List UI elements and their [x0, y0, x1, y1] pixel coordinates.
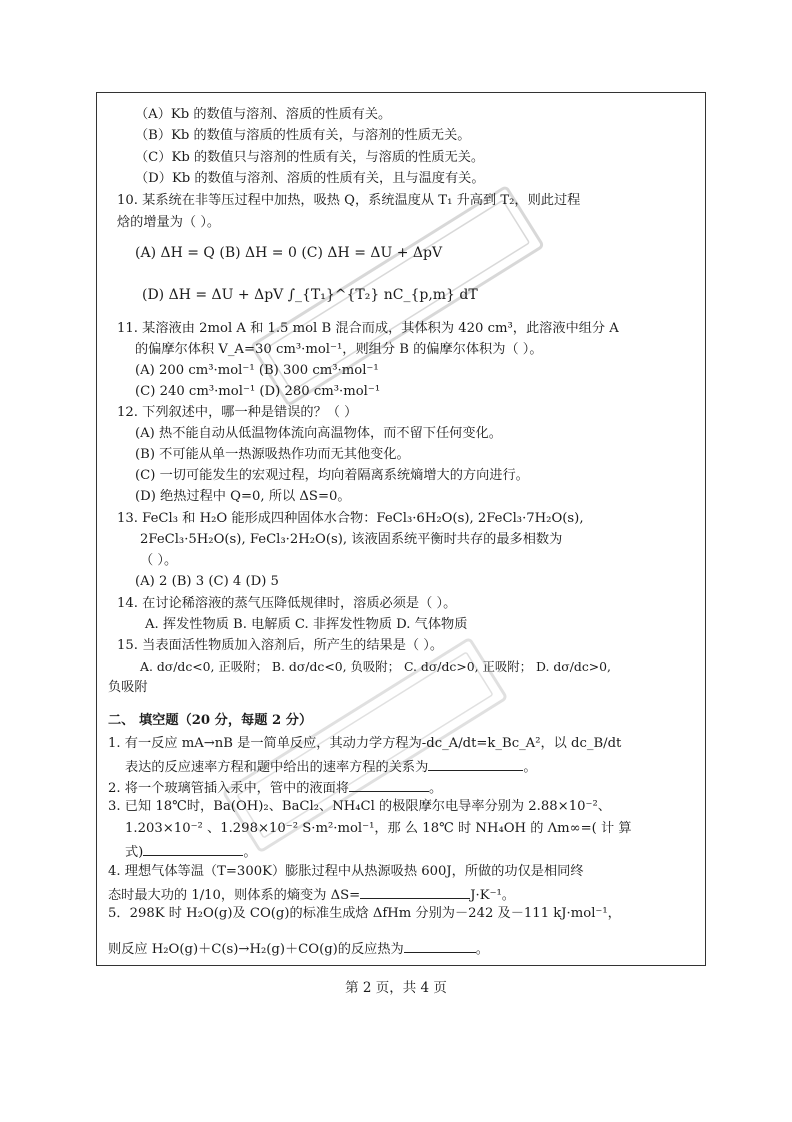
q11-stem-line1: 11. 某溶液由 2mol A 和 1.5 mol B 混合而成，其体积为 420 cm³，此溶液中组分 A: [117, 321, 619, 336]
fill-q1-line2: [125, 756, 537, 777]
q12-option-c: (C) 一切可能发生的宏观过程，均向着隔离系统熵增大的方向进行。: [135, 468, 529, 483]
q11-stem-line2: 的偏摩尔体积 V_A=30 cm³·mol⁻¹，则组分 B 的偏摩尔体积为（ ）。: [135, 342, 543, 357]
fill-q1-end: 。: [523, 760, 537, 775]
fill-q2-end: 。: [428, 781, 443, 796]
fill-q4-text: 态时最大功的 1/10，则体系的熵变为 ΔS=: [108, 888, 361, 903]
q10-option-d: (D) ΔH = ΔU + ΔpV ∫_{T₁}^{T₂} nC_{p,m} dT: [142, 287, 478, 303]
q14-options: A. 挥发性物质 B. 电解质 C. 非挥发性物质 D. 气体物质: [145, 617, 468, 632]
q15-options: A. dσ/dc<0, 正吸附； B. dσ/dc<0, 负吸附； C. dσ/dc>0, 正吸附； D. dσ/dc>0,: [140, 659, 611, 674]
fill-q3-end: 。: [243, 845, 257, 860]
q12-option-a: (A) 热不能自动从低温物体流向高温物体，而不留下任何变化。: [135, 426, 502, 441]
page-footer: 第 2 页，共 4 页: [345, 980, 447, 996]
fill-q5-end: 。: [475, 942, 489, 957]
q13-stem-line2: 2FeCl₃·5H₂O(s), FeCl₃·2H₂O(s), 该液固系统平衡时共存的最多相数为: [140, 532, 563, 547]
fill-q3-line2: 1.203×10⁻² 、1.298×10⁻² S·m²·mol⁻¹，那 么 18℃ 时 NH₄OH 的 Λm∞=( 计 算: [125, 821, 632, 836]
fill-q1-blank[interactable]: [428, 756, 523, 771]
fill-q4-blank[interactable]: [360, 884, 470, 899]
fill-q5-line2: [108, 938, 489, 959]
q13-stem-line3: （ ）。: [140, 553, 178, 568]
fill-q3-line3: [125, 841, 257, 862]
q12-stem: 12. 下列叙述中，哪一种是错误的？（ ）: [117, 405, 358, 420]
q9-option-d: （D）Kb 的数值与溶剂、溶质的性质有关，且与温度有关。: [135, 171, 485, 186]
fill-q4-line2: [108, 884, 515, 905]
fill-q2-blank[interactable]: [349, 777, 429, 792]
fill-q3-blank[interactable]: [143, 841, 243, 856]
fill-q2-text: 2. 将一个玻璃管插入汞中，管中的液面将: [108, 781, 349, 796]
q12-option-d: (D) 绝热过程中 Q=0, 所以 ΔS=0。: [135, 489, 351, 504]
fill-q5-blank[interactable]: [404, 938, 476, 953]
q10-options-abc: (A) ΔH = Q (B) ΔH = 0 (C) ΔH = ΔU + ΔpV: [135, 245, 443, 261]
q9-option-b: （B）Kb 的数值与溶质的性质有关，与溶剂的性质无关。: [135, 128, 471, 143]
q14-stem: 14. 在讨论稀溶液的蒸气压降低规律时，溶质必须是（ ）。: [117, 596, 457, 611]
fill-q5-text: 则反应 H₂O(g)＋C(s)→H₂(g)＋CO(g)的反应热为: [108, 942, 404, 957]
q12-option-b: (B) 不可能从单一热源吸热作功而无其他变化。: [135, 447, 410, 462]
q9-option-a: （A）Kb 的数值与溶剂、溶质的性质有关。: [135, 107, 392, 122]
section-2-heading: 二、 填空题（20 分，每题 2 分）: [108, 713, 313, 728]
fill-q4-end: J·K⁻¹。: [470, 888, 515, 903]
q15-options-cont: 负吸附: [108, 680, 148, 695]
q9-option-c: （C）Kb 的数值只与溶剂的性质有关，与溶质的性质无关。: [135, 150, 485, 165]
fill-q2: [108, 777, 442, 798]
q15-stem: 15. 当表面活性物质加入溶剂后，所产生的结果是（ ）。: [117, 638, 444, 653]
q13-stem-line1: 13. FeCl₃ 和 H₂O 能形成四种固体水合物：FeCl₃·6H₂O(s), 2FeCl₃·7H₂O(s),: [117, 511, 584, 526]
fill-q3-line1: 3. 已知 18℃时，Ba(OH)₂、BaCl₂、NH₄Cl 的极限摩尔电导率分别为 2.88×10⁻²、: [108, 799, 611, 814]
fill-q1-line1: 1. 有一反应 mA→nB 是一简单反应，其动力学方程为-dc_A/dt=k_Bc_A²，以 dc_B/dt: [108, 736, 622, 751]
q10-stem-line1: 10. 某系统在非等压过程中加热，吸热 Q，系统温度从 T₁ 升高到 T₂，则此过程: [117, 193, 581, 208]
q11-options-ab: (A) 200 cm³·mol⁻¹ (B) 300 cm³·mol⁻¹: [135, 363, 379, 378]
fill-q4-line1: 4. 理想气体等温（T=300K）膨胀过程中从热源吸热 600J，所做的功仅是相同终: [108, 864, 584, 879]
q13-options: (A) 2 (B) 3 (C) 4 (D) 5: [135, 574, 279, 589]
q11-options-cd: (C) 240 cm³·mol⁻¹ (D) 280 cm³·mol⁻¹: [135, 384, 381, 399]
q10-stem-line2: 焓的增量为（ ）。: [117, 215, 221, 230]
fill-q5-line1: 5．298K 时 H₂O(g)及 CO(g)的标准生成焓 ΔfHm 分别为－242 及－111 kJ·mol⁻¹，: [108, 906, 621, 921]
fill-q1-text: 表达的反应速率方程和题中给出的速率方程的关系为: [125, 760, 429, 775]
fill-q3-text: 式): [125, 845, 144, 860]
